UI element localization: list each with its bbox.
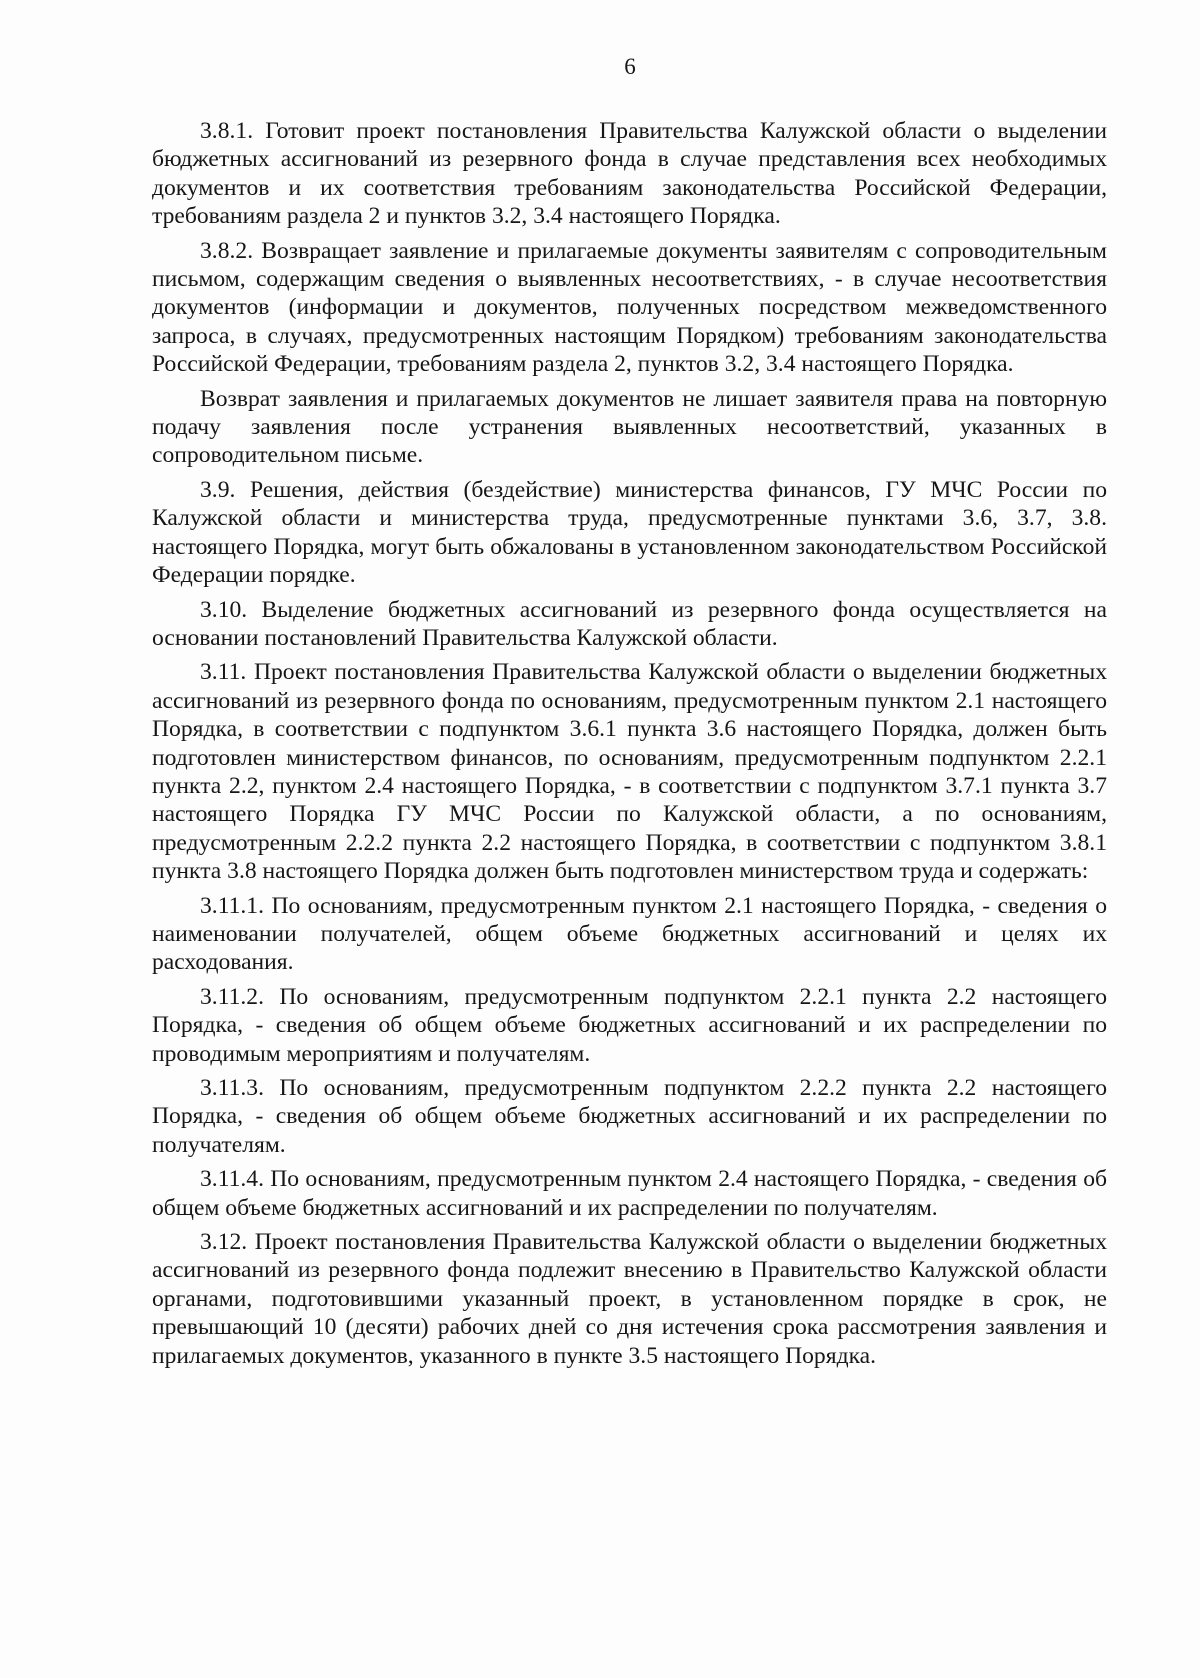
paragraph-3-11: 3.11. Проект постановления Правительства Калужской области о выделении бюджетных ассигнований из резервного фонда по основаниям, предусмотренным пунктом 2.1 настоящего Порядка, в соответствии с подпунктом 3.6.1 пункта 3.6 настоящего Порядка, должен быть подготовлен министерством финансов, по основаниям, предусмотренным подпунктом 2.2.1 пункта 2.2, пунктом 2.4 настоящего Порядка, - в соответствии с подпунктом 3.7.1 пункта 3.7 настоящего Порядка ГУ МЧС России по Калужской области, а по основаниям, предусмотренным 2.2.2 пункта 2.2 настоящего Порядка, в соответствии с подпунктом 3.8.1 пункта 3.8 настоящего Порядка должен быть подготовлен министерством труда и содержать: (152, 659, 1107, 885)
paragraph-3-9: 3.9. Решения, действия (бездействие) министерства финансов, ГУ МЧС России по Калужской области и министерства труда, предусмотренные пунктами 3.6, 3.7, 3.8. настоящего Порядка, могут быть обжалованы в установленном законодательством Российской Федерации порядке. (152, 476, 1107, 589)
paragraph-3-8-2: 3.8.2. Возвращает заявление и прилагаемые документы заявителям с сопроводительным письмом, содержащим сведения о выявленных несоответствиях, - в случае несоответствия документов (информации и документов, полученных посредством межведомственного запроса, в случаях, предусмотренных настоящим Порядком) требованиям законодательства Российской Федерации, требованиям раздела 2, пунктов 3.2, 3.4 настоящего Порядка. (152, 237, 1107, 378)
paragraph-return-note: Возврат заявления и прилагаемых документов не лишает заявителя права на повторную подачу заявления после устранения выявленных несоответствий, указанных в сопроводительном письме. (152, 385, 1107, 469)
paragraph-3-11-1: 3.11.1. По основаниям, предусмотренным пунктом 2.1 настоящего Порядка, - сведения о наименовании получателей, общем объеме бюджетных ассигнований и целях их расходования. (152, 892, 1107, 976)
paragraph-3-10: 3.10. Выделение бюджетных ассигнований из резервного фонда осуществляется на основании постановлений Правительства Калужской области. (152, 596, 1107, 651)
paragraph-3-11-3: 3.11.3. По основаниям, предусмотренным подпунктом 2.2.2 пункта 2.2 настоящего Порядка, - сведения об общем объеме бюджетных ассигнований и их распределении по получателям. (152, 1075, 1107, 1158)
paragraph-3-11-4: 3.11.4. По основаниям, предусмотренным пунктом 2.4 настоящего Порядка, - сведения об общем объеме бюджетных ассигнований и их распределении по получателям. (152, 1166, 1107, 1221)
paragraph-3-12: 3.12. Проект постановления Правительства Калужской области о выделении бюджетных ассигнований из резервного фонда подлежит внесению в Правительство Калужской области органами, подготовившими указанный проект, в установленном порядке в срок, не превышающий 10 (десяти) рабочих дней со дня истечения срока рассмотрения заявления и прилагаемых документов, указанного в пункте 3.5 настоящего Порядка. (152, 1229, 1107, 1369)
paragraph-3-8-1: 3.8.1. Готовит проект постановления Правительства Калужской области о выделении бюджетных ассигнований из резервного фонда в случае представления всех необходимых документов и их соответствия требованиям законодательства Российской Федерации, требованиям раздела 2 и пунктов 3.2, 3.4 настоящего Порядка. (152, 118, 1107, 230)
document-body (152, 117, 1107, 1370)
page-number: 6 (624, 54, 636, 79)
paragraph-3-11-2: 3.11.2. По основаниям, предусмотренным подпунктом 2.2.1 пункта 2.2 настоящего Порядка, - сведения об общем объеме бюджетных ассигнований и их распределении по проводимым мероприятиям и получателям. (152, 983, 1107, 1067)
